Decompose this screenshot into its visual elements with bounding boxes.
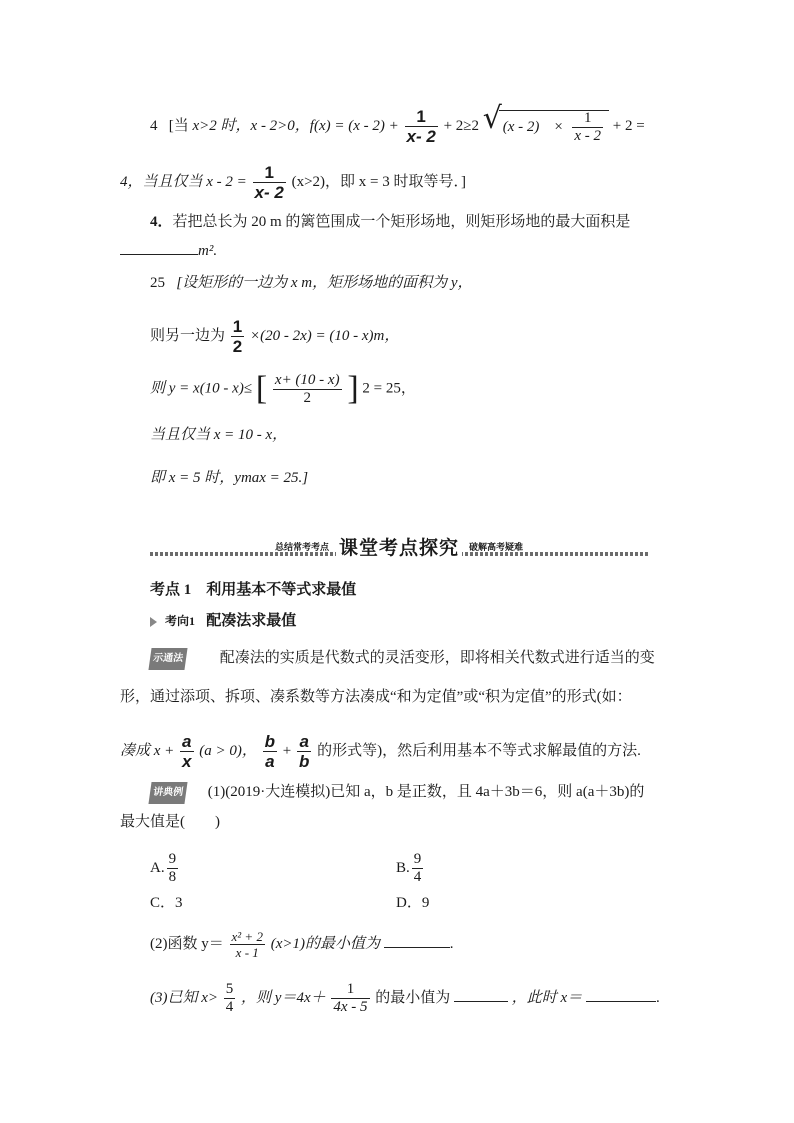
fraction-numerator: 1	[572, 111, 603, 128]
example-badge: 讲典例	[148, 782, 187, 804]
fraction-a-over-b	[297, 733, 311, 770]
divider-left-label: 总结常考考点	[272, 542, 332, 552]
q3-fraction-reciprocal	[331, 982, 369, 1015]
divider-right-label: 破解高考疑难	[466, 542, 526, 552]
divider-text	[150, 533, 648, 560]
fraction-denominator: 2	[232, 337, 243, 356]
condition-text: x>2 时，x - 2>0，f(x) = (x - 2) +	[192, 117, 399, 134]
triangle-bullet-icon	[150, 617, 157, 627]
solution-text: 当且仅当 x = 10 - x，	[150, 427, 288, 443]
choice-a-fraction	[167, 852, 179, 885]
q3-fraction-five-fourths	[224, 982, 236, 1015]
question-4-line-1	[150, 212, 630, 232]
method-line-1	[150, 648, 655, 670]
fraction-numerator: 1	[253, 164, 286, 183]
choice-label: A.	[150, 859, 165, 876]
solution-4-line-5	[150, 468, 308, 488]
equality-conclusion-text: (x>2)，即 x = 3 时取等号．]	[291, 173, 466, 190]
method-badge: 示通法	[148, 648, 187, 670]
fraction-numerator: a	[297, 733, 311, 752]
fraction-numerator: 5	[225, 981, 234, 997]
choice-d[interactable]	[396, 893, 429, 913]
solution-4-line-1	[150, 273, 473, 293]
example-text: (1)(2019·大连模拟)已知 a，b 是正数，且 4a＋3b＝6，则 a(a＋3b)的	[207, 784, 645, 801]
equation-tail: + 2 =	[612, 117, 645, 134]
key-point-title: 考点 1 利用基本不等式求最值	[150, 582, 357, 598]
example-text: ，此时 x＝	[511, 989, 583, 1006]
fraction-numerator: a	[182, 732, 192, 751]
example-question-2	[150, 930, 453, 959]
solution-3-line-2	[120, 164, 466, 201]
fraction-numerator: b	[264, 732, 276, 751]
left-bracket-icon: [	[255, 370, 268, 407]
fraction-numerator: x+ (10 - x)	[274, 371, 340, 388]
fraction-denominator: x - 2	[574, 127, 602, 144]
example-text: ，则 y＝4x＋	[241, 989, 326, 1006]
q2-fraction	[230, 930, 265, 959]
method-text: 凑成 x +	[120, 742, 175, 759]
fraction-denominator: x- 2	[254, 183, 284, 202]
solution-text: 即 x = 5 时，ymax = 25.]	[150, 470, 309, 486]
solution-4-line-2	[150, 318, 399, 355]
method-text: 的形式等)，然后利用基本不等式求解最值的方法.	[317, 742, 641, 759]
fraction-numerator: 9	[168, 851, 177, 867]
equality-condition-text: 4，当且仅当 x - 2 =	[120, 173, 247, 190]
method-line-2	[120, 687, 632, 707]
fraction-a-over-x	[180, 733, 193, 770]
divider-title: 课堂考点探究	[336, 538, 462, 559]
example-question-3	[150, 982, 660, 1015]
fraction-numerator: 1	[331, 982, 369, 999]
solution-text: 则 y = x(10 - x)≤	[150, 380, 253, 397]
radicand	[499, 110, 609, 144]
choice-label: B.	[396, 859, 410, 876]
example-line-1	[150, 782, 644, 804]
solution-text: [设矩形的一边为 x m，矩形场地的面积为 y，	[176, 275, 473, 291]
radical-sign-icon: √	[482, 100, 502, 136]
answer-blank[interactable]	[454, 987, 508, 1002]
method-text: 配凑法的实质是代数式的灵活变形，即将相关代数式进行适当的变	[219, 650, 655, 667]
example-text: (3)已知 x>	[150, 989, 219, 1006]
answer-number: 4	[150, 117, 158, 134]
radicand-factor: (x - 2)	[502, 118, 540, 135]
solution-text: 则另一边为	[150, 327, 226, 344]
fraction-denominator: 2	[303, 389, 311, 406]
fraction-denominator: 4	[225, 999, 234, 1015]
times-sign: ×	[554, 118, 563, 135]
fraction-denominator: 4x - 5	[333, 999, 368, 1015]
plus-sign: +	[282, 742, 292, 759]
solution-text: 2 = 25，	[362, 380, 416, 397]
fraction-numerator: x² + 2	[231, 929, 263, 944]
fraction-denominator: x- 2	[406, 127, 436, 146]
answer-blank[interactable]	[384, 933, 450, 948]
choice-b[interactable]	[396, 852, 425, 885]
direction-heading	[150, 611, 296, 631]
fraction-denominator: 8	[168, 869, 177, 885]
direction-title: 配凑法求最值	[206, 613, 297, 629]
example-text: 最大值是( )	[120, 814, 220, 830]
fraction-numerator: 9	[413, 851, 422, 867]
answer-number: 25	[150, 275, 165, 291]
question-4-line-2	[120, 240, 217, 261]
example-text: (2)函数 y＝	[150, 935, 224, 952]
fraction-1-over-x-minus-2	[253, 164, 286, 201]
fraction-denominator: x - 1	[235, 945, 259, 960]
fraction-1-over-x-minus-2	[405, 108, 438, 145]
answer-blank[interactable]	[120, 240, 198, 255]
solution-text: ×(20 - 2x) = (10 - x)m，	[249, 327, 400, 344]
direction-badge: 考向1	[165, 614, 196, 628]
choice-c[interactable]	[150, 893, 183, 913]
square-root-expression	[482, 100, 609, 144]
fraction-denominator: a	[265, 752, 275, 771]
period: .	[655, 989, 660, 1006]
inequality-text: + 2≥2	[443, 117, 480, 134]
example-line-2	[120, 812, 220, 832]
fraction-b-over-a	[263, 733, 277, 770]
section-divider	[150, 539, 648, 557]
solution-3-line-1	[150, 100, 645, 146]
choice-text: D．9	[396, 895, 430, 911]
example-text: (x>1)的最小值为	[270, 935, 380, 952]
fraction-one-half	[231, 318, 244, 355]
fraction-numerator: 1	[405, 108, 438, 127]
example-text: 的最小值为	[375, 989, 451, 1006]
choice-a[interactable]	[150, 852, 180, 885]
answer-blank[interactable]	[586, 987, 656, 1002]
fraction-denominator: x	[182, 752, 192, 771]
method-line-3	[120, 733, 641, 770]
solution-4-line-4	[150, 425, 287, 445]
method-text: (a > 0)，	[199, 742, 257, 759]
fraction-denominator: b	[298, 752, 310, 771]
unit-text: m².	[198, 243, 218, 259]
choice-b-fraction	[412, 852, 424, 885]
radicand-fraction	[572, 111, 603, 144]
bracket-fraction	[273, 373, 342, 406]
method-text: 形，通过添项、拆项、凑系数等方法凑成“和为定值”或“积为定值”的形式(如：	[120, 689, 632, 705]
solution-4-line-3	[150, 372, 416, 406]
right-bracket-icon: ]	[347, 370, 359, 407]
period: .	[449, 935, 454, 952]
bracket-open-text: [当	[168, 117, 189, 134]
fraction-denominator: 4	[413, 869, 422, 885]
choice-text: C．3	[150, 895, 183, 911]
question-text: 若把总长为 20 m 的篱笆围成一个矩形场地，则矩形场地的最大面积是	[172, 214, 631, 230]
question-number: 4．	[150, 214, 173, 230]
fraction-numerator: 1	[232, 317, 243, 336]
key-point-heading	[150, 580, 356, 600]
